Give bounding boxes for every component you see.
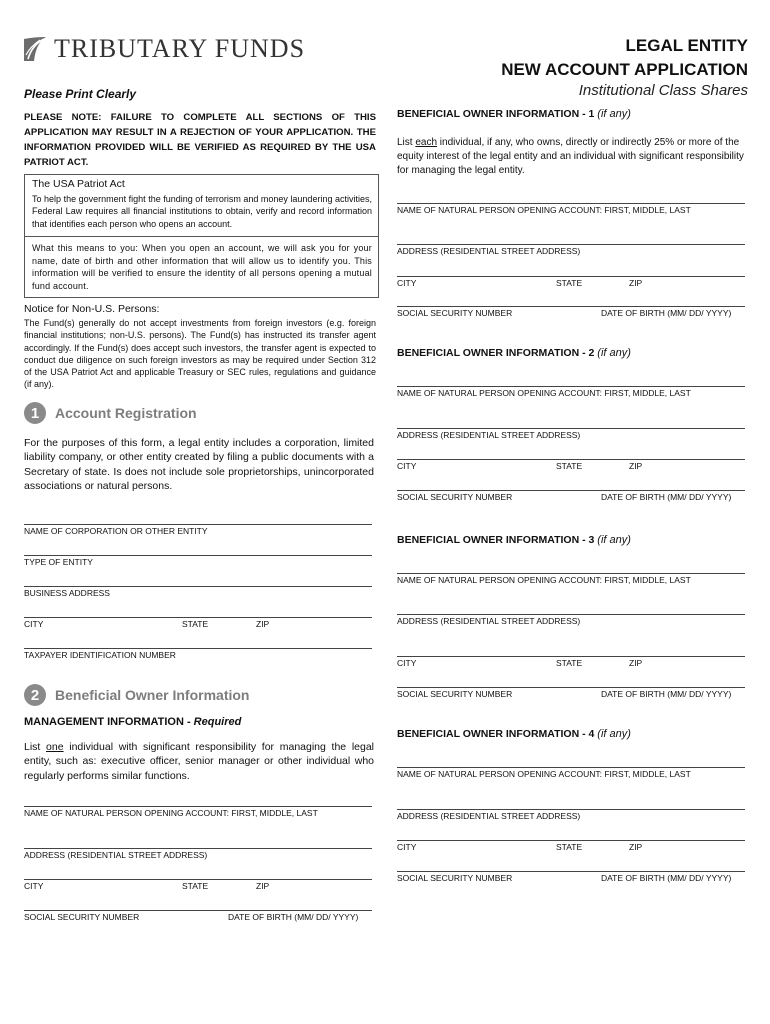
if-any-label: (if any)	[597, 347, 631, 359]
owner-label: BENEFICIAL OWNER INFORMATION - 1	[397, 108, 598, 120]
dob-label: DATE OF BIRTH (MM/ DD/ YYYY)	[601, 689, 732, 699]
patriot-act-box	[24, 174, 379, 298]
non-us-text: The Fund(s) generally do not accept investments from foreign investors (e.g. foreign financial institutions; non-U.S. persons). The Fund(s) has instructed its transfer agent accordingly. If the Fund(s) does accept such investors, the transfer agent is expected to conduct due diligence on such foreign investors as may be required under Section 312 of the USA Patriot Act and applicable Treasury or SEC rules, regulations and guidance (if any).	[24, 318, 376, 390]
owner2-address-field[interactable]	[397, 428, 745, 429]
owner3-city-field[interactable]	[397, 656, 745, 657]
mgmt-address-field[interactable]	[24, 848, 372, 849]
dob-label: DATE OF BIRTH (MM/ DD/ YYYY)	[601, 492, 732, 502]
if-any-label: (if any)	[597, 728, 631, 740]
owner3-address-field[interactable]	[397, 614, 745, 615]
business-address-field[interactable]	[24, 586, 372, 587]
beneficial-intro	[397, 136, 747, 179]
patriot-act-para1: To help the government fight the funding of terrorism and money laundering activities, Federal Law requires all financial institutions to obtain, verify and record information that identifies each person who opens an account.	[32, 193, 372, 229]
entity-name-label: NAME OF CORPORATION OR OTHER ENTITY	[24, 526, 208, 536]
state-label: STATE	[556, 842, 583, 852]
entity-type-field[interactable]	[24, 555, 372, 556]
section1-title: Account Registration	[55, 405, 197, 421]
section2-header	[24, 684, 249, 706]
owner1-name-field[interactable]	[397, 203, 745, 204]
patriot-act-para2: What this means to you: When you open an account, we will ask you for your name, date of birth and other information that will allow us to identify you. This information will be verified to ensure the identity of all persons opening a mutual fund account.	[32, 243, 372, 291]
city-label: CITY	[24, 619, 44, 629]
zip-label: ZIP	[629, 461, 643, 471]
tin-field[interactable]	[24, 648, 372, 649]
ssn-label: SOCIAL SECURITY NUMBER	[397, 308, 513, 318]
zip-label: ZIP	[629, 278, 643, 288]
owner3-name-field[interactable]	[397, 573, 745, 574]
ssn-label: SOCIAL SECURITY NUMBER	[397, 492, 513, 502]
beneficial-owner-3-heading	[397, 534, 631, 546]
city-label: CITY	[397, 461, 417, 471]
owner4-city-field[interactable]	[397, 840, 745, 841]
intro-rest: individual, if any, who owns, directly or indirectly 25% or more of the equity interest of the legal entity and an individual with significant responsibility for managing the legal entity.	[397, 137, 744, 177]
intro-underlined: each	[415, 137, 438, 148]
mgmt-city-field[interactable]	[24, 879, 372, 880]
logo-text: TRIBUTARY FUNDS	[54, 34, 306, 63]
state-label: STATE	[556, 461, 583, 471]
owner1-city-field[interactable]	[397, 276, 745, 277]
owner4-name-field[interactable]	[397, 767, 745, 768]
zip-label: ZIP	[629, 658, 643, 668]
form-title-line1: LEGAL ENTITY	[625, 36, 748, 55]
owner-name-label: NAME OF NATURAL PERSON OPENING ACCOUNT: FIRST, MIDDLE, LAST	[397, 575, 691, 585]
owner-name-label: NAME OF NATURAL PERSON OPENING ACCOUNT: FIRST, MIDDLE, LAST	[397, 388, 691, 398]
form-title-line2: NEW ACCOUNT APPLICATION	[501, 60, 748, 79]
owner-label: BENEFICIAL OWNER INFORMATION - 4	[397, 728, 598, 740]
patriot-act-heading: The USA Patriot Act	[32, 178, 125, 190]
owner-address-label: ADDRESS (RESIDENTIAL STREET ADDRESS)	[397, 430, 581, 440]
entity-type-label: TYPE OF ENTITY	[24, 557, 93, 567]
management-heading	[24, 716, 241, 728]
mgmt-name-field[interactable]	[24, 806, 372, 807]
management-heading-label: MANAGEMENT INFORMATION -	[24, 716, 194, 728]
ssn-label: SOCIAL SECURITY NUMBER	[397, 873, 513, 883]
owner3-ssn-dob-field[interactable]	[397, 687, 745, 688]
owner-address-label: ADDRESS (RESIDENTIAL STREET ADDRESS)	[397, 246, 581, 256]
if-any-label: (if any)	[597, 534, 631, 546]
owner1-ssn-dob-field[interactable]	[397, 306, 745, 307]
state-label: STATE	[182, 619, 209, 629]
beneficial-owner-2-heading	[397, 347, 631, 359]
non-us-heading: Notice for Non-U.S. Persons:	[24, 303, 160, 315]
entity-name-field[interactable]	[24, 524, 372, 525]
zip-label: ZIP	[629, 842, 643, 852]
section-number-badge: 1	[24, 402, 46, 424]
owner-label: BENEFICIAL OWNER INFORMATION - 2	[397, 347, 598, 359]
city-label: CITY	[24, 881, 44, 891]
intro-prefix: List	[397, 137, 416, 148]
mgmt-text-rest: individual with significant responsibility for managing the legal entity, such as: executive officer, senior manager or other individual who regularly performs similar functions.	[24, 741, 374, 782]
ssn-label: SOCIAL SECURITY NUMBER	[397, 689, 513, 699]
mgmt-text-underlined: one	[46, 741, 64, 753]
owner-name-label: NAME OF NATURAL PERSON OPENING ACCOUNT: FIRST, MIDDLE, LAST	[397, 769, 691, 779]
dob-label: DATE OF BIRTH (MM/ DD/ YYYY)	[601, 308, 732, 318]
mgmt-name-label: NAME OF NATURAL PERSON OPENING ACCOUNT: FIRST, MIDDLE, LAST	[24, 808, 318, 818]
section-number-badge: 2	[24, 684, 46, 706]
beneficial-owner-4-heading	[397, 728, 631, 740]
owner-address-label: ADDRESS (RESIDENTIAL STREET ADDRESS)	[397, 616, 581, 626]
mgmt-text-prefix: List	[24, 741, 47, 753]
owner1-address-field[interactable]	[397, 244, 745, 245]
section2-title: Beneficial Owner Information	[55, 687, 250, 703]
section1-header	[24, 402, 197, 424]
business-city-field[interactable]	[24, 617, 372, 618]
if-any-label: (if any)	[597, 108, 631, 120]
rejection-notice: PLEASE NOTE: FAILURE TO COMPLETE ALL SECTIONS OF THIS APPLICATION MAY RESULT IN A REJECTION OF YOUR APPLICATION. THE INFORMATION PROVIDED WILL BE VERIFIED AS REQUIRED BY THE USA PATRIOT ACT.	[24, 112, 376, 168]
divider	[25, 236, 378, 237]
owner-address-label: ADDRESS (RESIDENTIAL STREET ADDRESS)	[397, 811, 581, 821]
owner2-name-field[interactable]	[397, 386, 745, 387]
owner2-ssn-dob-field[interactable]	[397, 490, 745, 491]
dob-label: DATE OF BIRTH (MM/ DD/ YYYY)	[601, 873, 732, 883]
state-label: STATE	[182, 881, 209, 891]
section1-description: For the purposes of this form, a legal entity includes a corporation, limited liability company, or other entity created by filing a public documents with a Secretary of state. Is does not include sole proprietorships, unincorporated associations or natural persons.	[24, 437, 374, 492]
beneficial-owner-1-heading	[397, 108, 631, 120]
print-clearly-note: Please Print Clearly	[24, 87, 137, 101]
mgmt-address-label: ADDRESS (RESIDENTIAL STREET ADDRESS)	[24, 850, 208, 860]
zip-label: ZIP	[256, 881, 270, 891]
owner4-address-field[interactable]	[397, 809, 745, 810]
form-subtitle: Institutional Class Shares	[578, 82, 748, 99]
state-label: STATE	[556, 278, 583, 288]
business-address-label: BUSINESS ADDRESS	[24, 588, 110, 598]
city-label: CITY	[397, 842, 417, 852]
tributary-leaf-icon	[22, 35, 48, 63]
owner4-ssn-dob-field[interactable]	[397, 871, 745, 872]
ssn-label: SOCIAL SECURITY NUMBER	[24, 912, 140, 922]
owner-name-label: NAME OF NATURAL PERSON OPENING ACCOUNT: FIRST, MIDDLE, LAST	[397, 205, 691, 215]
zip-label: ZIP	[256, 619, 270, 629]
city-label: CITY	[397, 278, 417, 288]
required-label: Required	[193, 716, 242, 728]
tin-label: TAXPAYER IDENTIFICATION NUMBER	[24, 650, 176, 660]
owner-label: BENEFICIAL OWNER INFORMATION - 3	[397, 534, 598, 546]
mgmt-ssn-dob-field[interactable]	[24, 910, 372, 911]
dob-label: DATE OF BIRTH (MM/ DD/ YYYY)	[228, 912, 359, 922]
city-label: CITY	[397, 658, 417, 668]
logo	[22, 34, 305, 64]
owner2-city-field[interactable]	[397, 459, 745, 460]
management-description	[24, 740, 374, 783]
state-label: STATE	[556, 658, 583, 668]
